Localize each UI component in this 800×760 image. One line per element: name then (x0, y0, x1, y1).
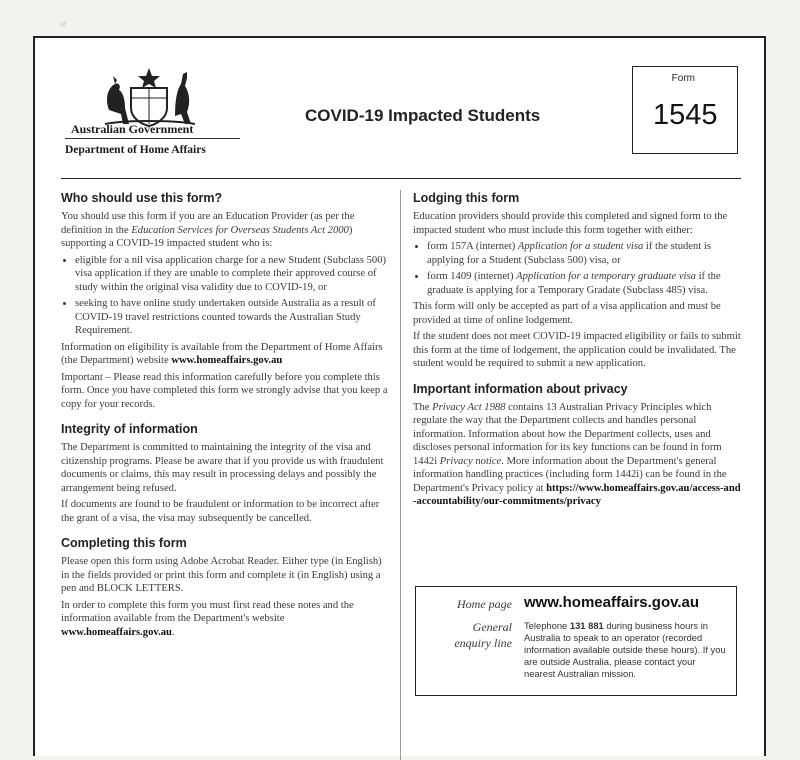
left-column (61, 191, 391, 642)
list-item: • form 1409 (internet) Application for a temporary graduate visa if the graduate is applying for a Temporary Gradate (Subclass 485) visa. (427, 270, 743, 297)
completing-heading: Completing this form (61, 536, 187, 550)
who-heading: Who should use this form? (61, 191, 223, 205)
right-column (413, 191, 743, 512)
integrity-text: If documents are found to be fraudulent or information to be incorrect after the grant of a visa, the visa may subsequently be cancelled. (61, 499, 380, 524)
list-item: • seeking to have online study undertaken outside Australia as a result of COVID-19 travel restrictions counted towards the Australian Study Requirement. (75, 297, 391, 338)
enquiry-label: General enquiry line (454, 620, 512, 650)
watermark: ❤ (58, 18, 71, 33)
contact-box (415, 586, 737, 696)
who-intro: You should use this form if you are an Education Provider (as per the definition in the Education Services for Overseas Students Act 2000) supporting a COVID-19 impacted student who is: (61, 211, 355, 249)
completing-text: Please open this form using Adobe Acrobat Reader. Either type (in English) in the fields provided or print this form and complete it (in English) using a pen and BLOCK LETTERS. (61, 556, 382, 594)
homeaffairs-link[interactable]: www.homeaffairs.gov.au (171, 355, 283, 366)
form-label: Form (671, 73, 695, 84)
department-label: Department of Home Affairs (65, 144, 206, 156)
integrity-text: The Department is committed to maintaining the integrity of the visa and citizenship programs. Please be aware that if you provide us with fraudulent documents or claims, this may result in processing delays and possibly the arrangement being refused. (61, 442, 384, 494)
government-label: Australian Government (71, 122, 194, 136)
form-header (35, 38, 764, 178)
column-divider (400, 190, 401, 760)
form-number: 1545 (653, 99, 718, 131)
list-item: • form 157A (internet) Application for a student visa if the student is applying for a Student (Subclass 500) visa, or (427, 240, 743, 267)
privacy-heading: Important information about privacy (413, 381, 628, 396)
lodging-text: If the student does not meet COVID-19 impacted eligibility or fails to submit this form at the time of lodgement, the application could be invalidated. The student would be required to submit a new application. (413, 331, 741, 369)
enquiry-phone[interactable]: 131 881 (569, 620, 604, 631)
completing-text: In order to complete this form you must first read these notes and the information available from the Department's website www.homeaffairs.gov.au. (61, 599, 354, 638)
privacy-policy-link[interactable]: https://www.homeaffairs.gov.au/access-and-accountability/our-commitments/privacy (413, 482, 741, 507)
lodging-heading: Lodging this form (413, 191, 520, 205)
list-item: • eligible for a nil visa application charge for a new Student (Subclass 500) visa application if they are unable to complete their approved course of study within the original visa validity due to COVID-19, or (75, 254, 391, 295)
form-number-box (632, 66, 738, 154)
form-page (33, 36, 766, 756)
lodging-text: This form will only be accepted as part of a visa application and must be provided at time of online lodgement. (413, 301, 721, 326)
integrity-heading: Integrity of information (61, 422, 198, 436)
header-rule (61, 178, 741, 179)
lodging-bullets (413, 240, 743, 297)
privacy-text: The Privacy Act 1988 contains 13 Australian Privacy Principles which regulate the way that the Department collects and handles personal information. Information about how the Department collects, uses and discloses personal information for its key functions can be found in form 1442i Privacy notice. More information about the Department's general information handling practices (including form 1442i) can be found in the Department's Privacy policy at https://www.homeaffairs.gov.au/access-and-accountability/our-commitments/privacy (413, 401, 741, 507)
header-divider (65, 138, 240, 139)
home-page-link[interactable]: www.homeaffairs.gov.au (524, 594, 700, 611)
home-page-label: Home page (457, 597, 512, 611)
coat-of-arms-icon (95, 66, 203, 130)
homeaffairs-link[interactable]: www.homeaffairs.gov.au (61, 626, 172, 638)
important-note: Important – Please read this information carefully before you complete this form. Once you have completed this form we strongly advise that you keep a copy for your records. (61, 371, 388, 410)
lodging-intro: Education providers should provide this completed and signed form to the impacted student who must include this form together with either: (413, 211, 728, 236)
who-info: Information on eligibility is available from the Department of Home Affairs (the Department) website www.homeaffairs.gov.au (61, 341, 383, 366)
form-title: COVID-19 Impacted Students (305, 106, 541, 125)
who-bullets (61, 254, 391, 338)
enquiry-text: Telephone 131 881 during business hours in Australia to speak to an operator (recorded information available outside these hours). If you are outside Australia, please contact your nearest Australian mission. (524, 620, 726, 679)
